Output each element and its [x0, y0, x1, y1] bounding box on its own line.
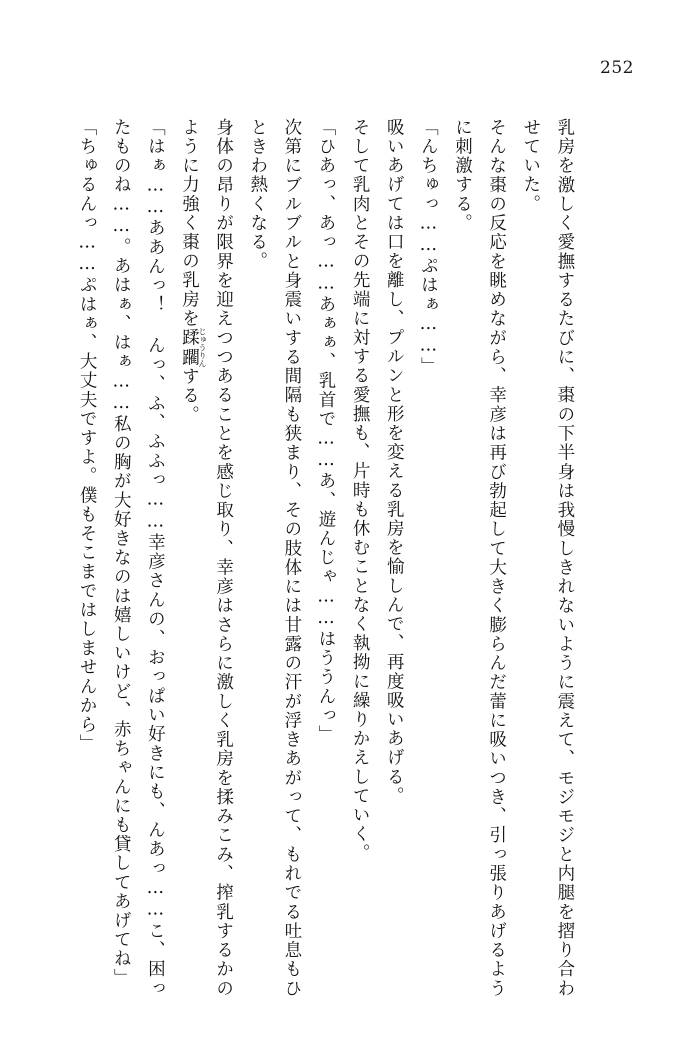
paragraph: そして乳肉とその先端に対する愛撫も、片時も休むことなく執拗に繰りかえしていく。 [350, 118, 371, 863]
paragraph: 吸いあげては口を離し、プルンと形を変える乳房を愉しんで、再度吸いあげる。 [384, 118, 405, 806]
paragraph: 「ひあっ、あっ……あぁぁ、乳首で……あ、遊んじゃ……はううんっ」 [316, 118, 336, 745]
paragraph: 「はぁ……ああんっ！ んっ、ふ、ふふっ……幸彦さんの、おっぱい好きにも、んあっ……こ、困ったものね……。あはぁ、はぁ……私の胸が大好きなのは嬉しいけど、赤ちゃんにも貸してあげてね」 [111, 118, 166, 998]
paragraph: 次第にブルブルと身震いする間隔も狭まり、その肢体には甘露の汗が浮きあがって、もれでる吐息もひときわ熱くなる。 [247, 118, 302, 998]
paragraph: 「ちゅるんっ……ぷはぁ、大丈夫ですよ。僕もそこまではしませんから」 [77, 118, 98, 754]
paragraph: 「んちゅっ……ぷはぁ……」 [418, 118, 439, 377]
page-body-text [70, 118, 636, 998]
paragraph: 乳房を激しく愛撫するたびに、棗の下半身は我慢しきれないように震えて、モジモジと内腿を摺り合わせていた。 [520, 118, 575, 998]
vertical-text-column [70, 118, 582, 998]
paragraph: そんな棗の反応を眺めながら、幸彦は再び勃起して大きく膨らんだ蕾に吸いつき、引っ張りあげるように刺激する。 [452, 118, 507, 998]
page-number: 252 [600, 58, 634, 78]
paragraph: 身体の昂りが限界を迎えつつあることを感じ取り、幸彦はさらに激しく乳房を揉みこみ、搾乳するかのように力強く棗の乳房を蹂躙じゅうりんする。 [179, 118, 234, 998]
